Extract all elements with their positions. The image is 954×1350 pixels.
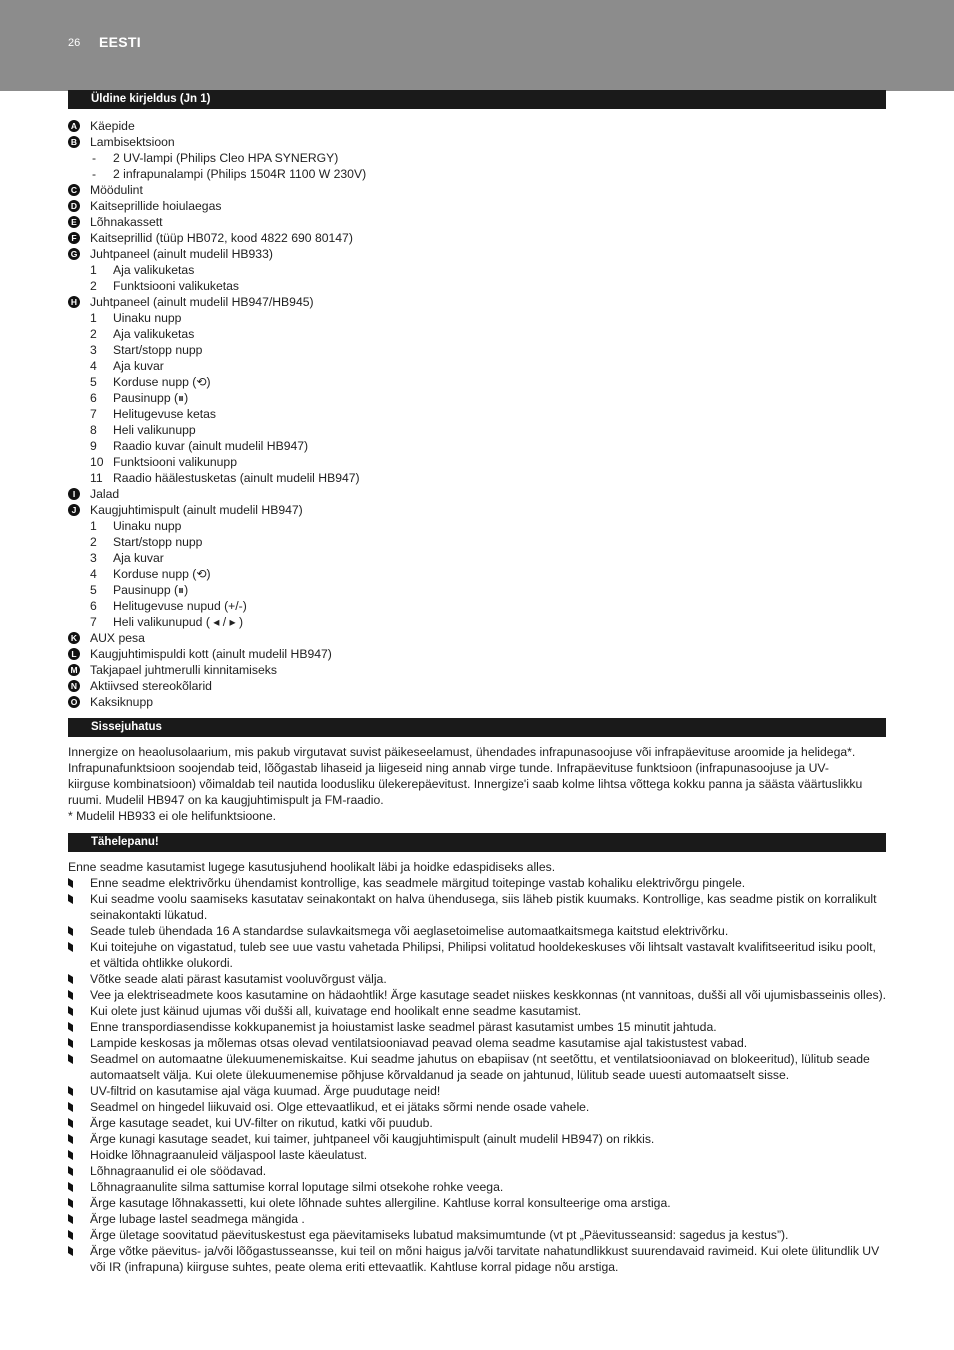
general-description-list xyxy=(68,118,886,710)
sub-list-item xyxy=(68,566,886,582)
bullet-text: Kui olete just käinud ujumas või dušši all, kuivatage end hoolikalt enne seadme kasutamist. xyxy=(90,1004,582,1018)
bullet-marker-icon xyxy=(68,1166,73,1176)
sub-item-text: Aja kuvar xyxy=(113,551,164,565)
bullet-item xyxy=(68,971,886,987)
sub-item-number: 10 xyxy=(90,455,104,469)
sub-item-number: 5 xyxy=(90,583,97,597)
letter-badge: E xyxy=(68,216,80,228)
sub-item-number: 9 xyxy=(90,439,97,453)
bullet-item xyxy=(68,1179,886,1195)
sub-item-text: Aja kuvar xyxy=(113,359,164,373)
letter-badge: G xyxy=(68,248,80,260)
letter-badge: L xyxy=(68,648,80,660)
bullet-text: Lõhnagraanulite silma sattumise korral loputage silmi otsekohe rohke veega. xyxy=(90,1180,504,1194)
bullet-marker-icon xyxy=(68,974,73,984)
sub-list-item xyxy=(68,438,886,454)
sub-item-number: 5 xyxy=(90,375,97,389)
sub-item-text: Start/stopp nupp xyxy=(113,343,203,357)
bullet-marker-icon xyxy=(68,1198,73,1208)
bullet-marker-icon xyxy=(68,1246,73,1256)
sub-list-item xyxy=(68,422,886,438)
sub-item-number: 1 xyxy=(90,519,97,533)
letter-badge: D xyxy=(68,200,80,212)
list-item xyxy=(68,630,886,646)
bullet-item xyxy=(68,1035,886,1051)
page-header xyxy=(0,0,954,91)
sub-list-item xyxy=(68,278,886,294)
list-item-text: Kaugjuhtimispult (ainult mudelil HB947) xyxy=(90,503,303,517)
list-item xyxy=(68,246,886,262)
letter-badge: N xyxy=(68,680,80,692)
list-item xyxy=(68,486,886,502)
bullet-text: Lõhnagraanulid ei ole söödavad. xyxy=(90,1164,267,1178)
intro-line: * Mudelil HB933 ei ole helifunktsioone. xyxy=(68,809,276,823)
sub-item-text: Pausinupp (⏸) xyxy=(113,391,189,405)
section-heading-intro: Sissejuhatus xyxy=(68,718,886,737)
bullet-item xyxy=(68,891,886,923)
sub-item-text: Start/stopp nupp xyxy=(113,535,203,549)
section-heading-notice: Tähelepanu! xyxy=(68,833,886,852)
bullet-text: Võtke seade alati pärast kasutamist vooluvõrgust välja. xyxy=(90,972,387,986)
list-item-text: Kaksiknupp xyxy=(90,695,154,709)
language-title: EESTI xyxy=(99,34,141,50)
bullet-marker-icon xyxy=(68,1038,73,1048)
bullet-item xyxy=(68,1211,886,1227)
page-content xyxy=(68,90,886,1275)
bullet-item xyxy=(68,1131,886,1147)
sub-item-text: Helitugevuse ketas xyxy=(113,407,216,421)
sub-list-item xyxy=(68,582,886,598)
letter-badge: J xyxy=(68,504,80,516)
bullet-text: Vee ja elektriseadmete koos kasutamine on hädaohtlik! Ärge kasutage seadet niiskes keskkonnas (nt vannitoas, dušši all või ujumisbasseinis olles). xyxy=(90,988,887,1002)
bullet-marker-icon xyxy=(68,1086,73,1096)
list-item-text: AUX pesa xyxy=(90,631,145,645)
bullet-marker-icon xyxy=(68,926,73,936)
sub-item-number: 4 xyxy=(90,567,97,581)
sub-item-number: 8 xyxy=(90,423,97,437)
intro-paragraph xyxy=(68,744,886,824)
letter-badge: I xyxy=(68,488,80,500)
sub-item-text: Korduse nupp (⟲) xyxy=(113,375,211,389)
bullet-item xyxy=(68,1243,886,1275)
bullet-item xyxy=(68,1003,886,1019)
list-item-text: Möödulint xyxy=(90,183,143,197)
sub-item-text: Helitugevuse nupud (+/-) xyxy=(113,599,247,613)
sub-item-number: 7 xyxy=(90,615,97,629)
sub-item-number: 1 xyxy=(90,263,97,277)
list-item-text: Lambisektsioon xyxy=(90,135,175,149)
list-item-text: Jalad xyxy=(90,487,120,501)
sub-item-text: 2 infrapunalampi (Philips 1504R 1100 W 230V) xyxy=(113,167,367,181)
sub-list-item xyxy=(68,358,886,374)
section-heading-general: Üldine kirjeldus (Jn 1) xyxy=(68,90,886,109)
intro-line: kiirguse kombinatsioon) võimaldab teil nautida loodusliku ülekerepäevitust. Innergize'i saab kolme lihtsa võttega kokku panna ja säästa väärtuslikku xyxy=(68,777,863,791)
bullet-text: Seadmel on hingedel liikuvaid osi. Olge ettevaatlikud, et ei jätaks sõrmi nende osade vahele. xyxy=(90,1100,590,1114)
bullet-item xyxy=(68,939,886,971)
bullet-text: Ärge kunagi kasutage seadet, kui taimer, juhtpaneel või kaugjuhtimispult (ainult mudelil HB947) on rikkis. xyxy=(90,1132,655,1146)
bullet-marker-icon xyxy=(68,1118,73,1128)
bullet-text: Ärge kasutage seadet, kui UV-filter on rikutud, katki või puudub. xyxy=(90,1116,433,1130)
bullet-text: Seade tuleb ühendada 16 A standardse sulavkaitsmega või aeglasetoimelise automaatkaitsmega kaitstud elektrivõrku. xyxy=(90,924,729,938)
bullet-marker-icon xyxy=(68,942,73,952)
sub-list-item xyxy=(68,390,886,406)
list-item xyxy=(68,646,886,662)
list-item xyxy=(68,662,886,678)
sub-item-text: Uinaku nupp xyxy=(113,519,182,533)
bullet-item xyxy=(68,1195,886,1211)
letter-badge: F xyxy=(68,232,80,244)
sub-item-text: Aja valikuketas xyxy=(113,327,195,341)
bullet-item xyxy=(68,1051,886,1083)
letter-badge: O xyxy=(68,696,80,708)
bullet-marker-icon xyxy=(68,1214,73,1224)
sub-item-number: 2 xyxy=(90,535,97,549)
bullet-marker-icon xyxy=(68,1182,73,1192)
sub-list-item xyxy=(68,518,886,534)
bullet-text: Ärge kasutage lõhnakassetti, kui olete lõhnade suhtes allergiline. Kahtluse korral konsulteerige oma arstiga. xyxy=(90,1196,671,1210)
bullet-text: Lampide keskosas ja mõlemas otsas olevad ventilatsiooniavad peavad olema seadme kasutamise ajal takistustest vabad. xyxy=(90,1036,748,1050)
sub-list-item xyxy=(68,310,886,326)
list-item xyxy=(68,134,886,150)
sub-item-number: 6 xyxy=(90,599,97,613)
list-item xyxy=(68,198,886,214)
sub-item-text: Aja valikuketas xyxy=(113,263,195,277)
sub-list-item xyxy=(68,262,886,278)
sub-list-item xyxy=(68,534,886,550)
sub-item-text: 2 UV-lampi (Philips Cleo HPA SYNERGY) xyxy=(113,151,339,165)
list-item xyxy=(68,214,886,230)
bullet-text: Ärge lubage lastel seadmega mängida . xyxy=(90,1212,305,1226)
sub-item-text: Raadio kuvar (ainult mudelil HB947) xyxy=(113,439,309,453)
bullet-item xyxy=(68,1019,886,1035)
letter-badge: B xyxy=(68,136,80,148)
list-item-text: Juhtpaneel (ainult mudelil HB947/HB945) xyxy=(90,295,314,309)
sub-list-item xyxy=(68,374,886,390)
bullet-item xyxy=(68,1163,886,1179)
bullet-marker-icon xyxy=(68,1054,73,1064)
bullet-item xyxy=(68,875,886,891)
sub-item-number: - xyxy=(92,151,97,165)
sub-item-number: 6 xyxy=(90,391,97,405)
bullet-text: Ärge võtke päevitus- ja/või lõõgastusseansse, kui teil on mõni haigus ja/või tarvitate nahatundlikkust suurendavaid ravimeid. Kui olete ülitundlik UV või IR (infrapuna) kiirguse suhtes, peate olema eriti ettevaatlik. Kahtluse korral pidage nõu arstiga. xyxy=(90,1244,880,1274)
bullet-text: Kui seadme voolu saamiseks kasutatav seinakontakt on halva ühendusega, siis läheb pistik kuumaks. Kontrollige, kas seadme pistik on korralikult seinakontakti lükatud. xyxy=(90,892,877,922)
list-item-text: Aktiivsed stereokõlarid xyxy=(90,679,212,693)
bullet-item xyxy=(68,987,886,1003)
bullet-item xyxy=(68,1099,886,1115)
sub-item-number: 3 xyxy=(90,343,97,357)
bullet-marker-icon xyxy=(68,894,73,904)
bullet-marker-icon xyxy=(68,1022,73,1032)
list-item-text: Käepide xyxy=(90,119,135,133)
sub-item-text: Uinaku nupp xyxy=(113,311,182,325)
bullet-marker-icon xyxy=(68,1134,73,1144)
sub-item-number: - xyxy=(92,167,97,181)
sub-list-item xyxy=(68,406,886,422)
bullet-item xyxy=(68,1083,886,1099)
bullet-text: UV-filtrid on kasutamise ajal väga kuumad. Ärge puudutage neid! xyxy=(90,1084,441,1098)
bullet-text: Kui toitejuhe on vigastatud, tuleb see uue vastu vahetada Philipsi, Philipsi volitatud hooldekeskuses või lihtsalt vastavalt kvalifitseeritud isiku poolt, et vältida ohtlikke olukordi. xyxy=(90,940,876,970)
bullet-text: Hoidke lõhnagraanuleid väljaspool laste käeulatust. xyxy=(90,1148,368,1162)
intro-line: ruumi. Mudelil HB947 on ka kaugjuhtimispult ja FM-raadio. xyxy=(68,793,384,807)
sub-item-text: Heli valikunupud ( ◂ / ▸ ) xyxy=(113,615,244,629)
page-number: 26 xyxy=(68,37,81,49)
letter-badge: K xyxy=(68,632,80,644)
bullet-text: Ärge ületage soovitatud päevituskestust ega päevitamiseks lubatud maksimumtunde (vt pt „Päevitusseansid: sagedus ja kestus”). xyxy=(90,1228,789,1242)
list-item-text: Kaitseprillide hoiulaegas xyxy=(90,199,222,213)
sub-list-item xyxy=(68,342,886,358)
bullet-item xyxy=(68,1227,886,1243)
letter-badge: C xyxy=(68,184,80,196)
notice-intro: Enne seadme kasutamist lugege kasutusjuhend hoolikalt läbi ja hoidke edaspidiseks alles. xyxy=(68,860,556,874)
letter-badge: H xyxy=(68,296,80,308)
list-item xyxy=(68,678,886,694)
bullet-text: Enne transpordiasendisse kokkupanemist ja hoiustamist laske seadmel pärast kasutamist umbes 15 minutit jahtuda. xyxy=(90,1020,717,1034)
sub-list-item xyxy=(68,550,886,566)
intro-line: Infrapunafunktsioon soojendab teid, lõõgastab lihaseid ja liigeseid ning annab virge tunde. Infrapäevituse funktsioon (infrapunasoojuse ja UV- xyxy=(68,761,829,775)
sub-item-number: 4 xyxy=(90,359,97,373)
sub-list-item xyxy=(68,470,886,486)
list-item xyxy=(68,182,886,198)
intro-line: Innergize on heaolusolaarium, mis pakub virgutavat suvist päikeseelamust, ühendades infrapunasoojuse või infrapäevituse aroomide ja helidega*. xyxy=(68,745,856,759)
bullet-marker-icon xyxy=(68,878,73,888)
bullet-marker-icon xyxy=(68,1150,73,1160)
sub-item-text: Pausinupp (⏸) xyxy=(113,583,189,597)
sub-list-item xyxy=(68,166,886,182)
list-item xyxy=(68,294,886,310)
list-item-text: Juhtpaneel (ainult mudelil HB933) xyxy=(90,247,273,261)
notice-bullet-list xyxy=(68,875,886,1275)
sub-item-text: Raadio häälestusketas (ainult mudelil HB947) xyxy=(113,471,360,485)
sub-item-text: Korduse nupp (⟲) xyxy=(113,567,211,581)
list-item-text: Kaitseprillid (tüüp HB072, kood 4822 690 80147) xyxy=(90,231,353,245)
list-item xyxy=(68,230,886,246)
sub-list-item xyxy=(68,454,886,470)
bullet-item xyxy=(68,923,886,939)
bullet-marker-icon xyxy=(68,1230,73,1240)
bullet-marker-icon xyxy=(68,1006,73,1016)
sub-list-item xyxy=(68,150,886,166)
sub-item-number: 11 xyxy=(90,471,103,485)
bullet-item xyxy=(68,1115,886,1131)
list-item xyxy=(68,118,886,134)
sub-item-number: 1 xyxy=(90,311,97,325)
sub-list-item xyxy=(68,614,886,630)
bullet-marker-icon xyxy=(68,1102,73,1112)
list-item-text: Lõhnakassett xyxy=(90,215,163,229)
letter-badge: A xyxy=(68,120,80,132)
list-item xyxy=(68,502,886,518)
list-item-text: Kaugjuhtimispuldi kott (ainult mudelil HB947) xyxy=(90,647,332,661)
sub-item-number: 2 xyxy=(90,327,97,341)
bullet-text: Enne seadme elektrivõrku ühendamist kontrollige, kas seadmele märgitud toitepinge vastab kohaliku elektrivõrgu pingele. xyxy=(90,876,746,890)
letter-badge: M xyxy=(68,664,80,676)
sub-item-text: Heli valikunupp xyxy=(113,423,196,437)
sub-item-text: Funktsiooni valikuketas xyxy=(113,279,239,293)
sub-item-number: 7 xyxy=(90,407,97,421)
bullet-text: Seadmel on automaatne ülekuumenemiskaitse. Kui seadme jahutus on ebapiisav (nt seetõttu, et ventilatsiooniavad on blokeeritud), lülitub seade automaatselt välja. Kui olete ülekuumenemise põhjuse kõrvaldanud ja seade on jahtunud, lülitub seade uuesti automaatselt sisse. xyxy=(90,1052,870,1082)
list-item xyxy=(68,694,886,710)
bullet-marker-icon xyxy=(68,990,73,1000)
sub-item-number: 2 xyxy=(90,279,97,293)
list-item-text: Takjapael juhtmerulli kinnitamiseks xyxy=(90,663,277,677)
sub-list-item xyxy=(68,326,886,342)
sub-item-text: Funktsiooni valikunupp xyxy=(113,455,237,469)
sub-item-number: 3 xyxy=(90,551,97,565)
bullet-item xyxy=(68,1147,886,1163)
sub-list-item xyxy=(68,598,886,614)
